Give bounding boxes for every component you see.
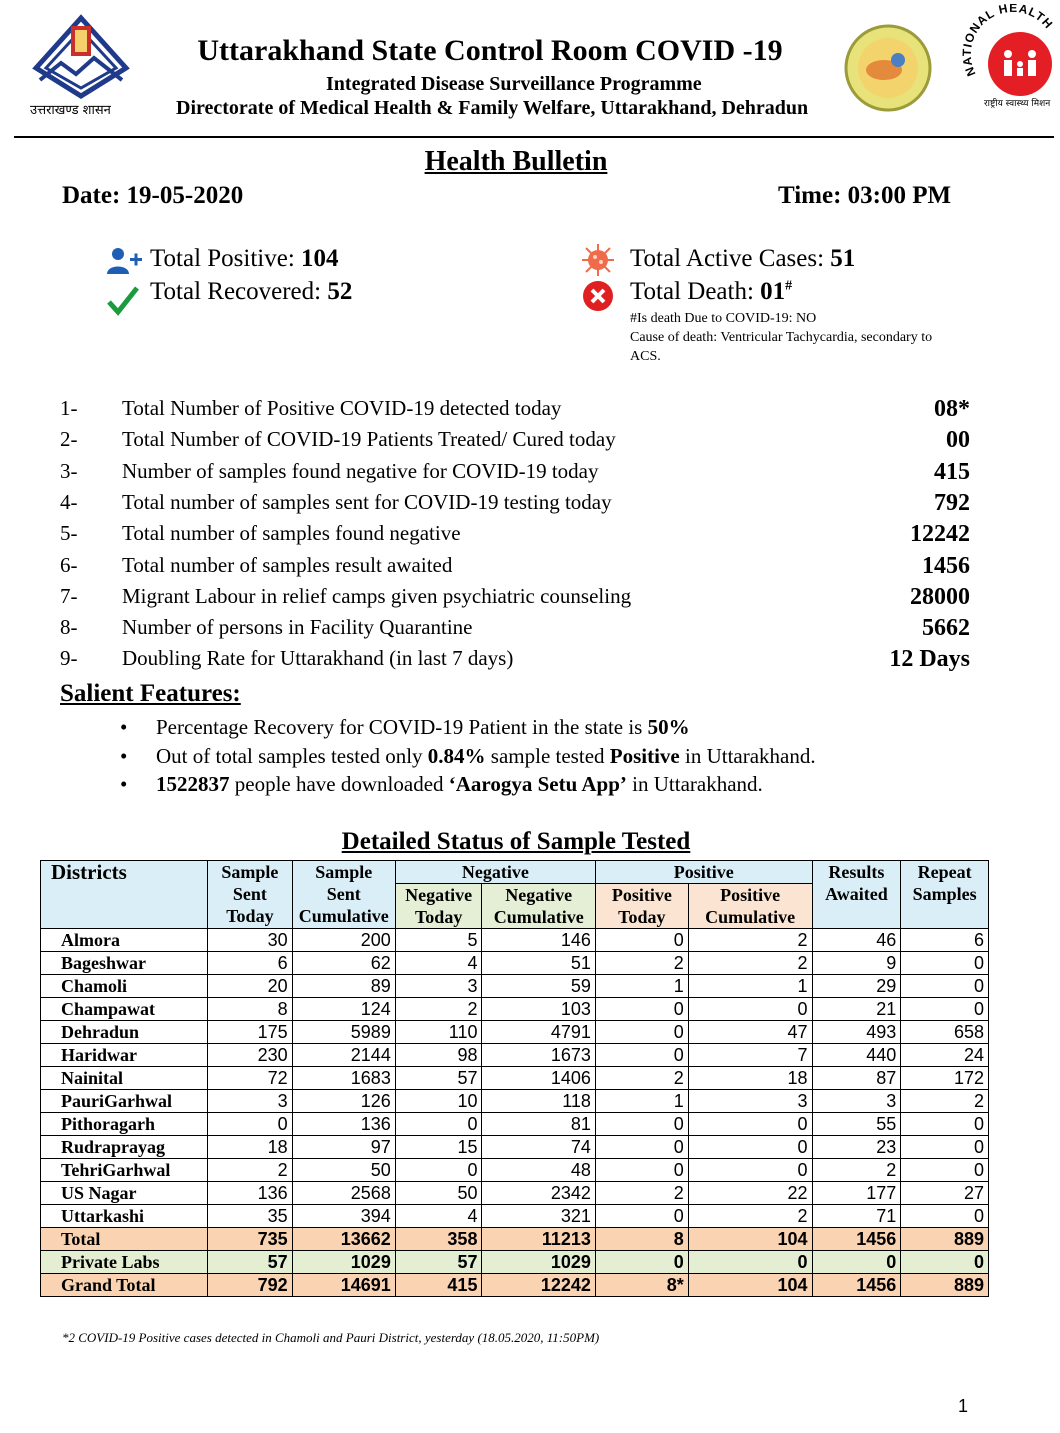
table-cell: 2 — [595, 952, 688, 975]
bullet-dot: • — [120, 744, 128, 768]
table-cell: 74 — [482, 1136, 595, 1159]
list-label: Total Number of Positive COVID-19 detected today — [122, 396, 562, 420]
district-name: Bageshwar — [41, 952, 208, 975]
table-cell: 0 — [901, 1251, 989, 1274]
table-cell: 1456 — [812, 1274, 901, 1297]
total-row — [41, 1228, 989, 1251]
sample-status-table — [40, 860, 989, 1297]
table-cell: 0 — [595, 1044, 688, 1067]
table-cell: 172 — [901, 1067, 989, 1090]
table-cell: 4 — [395, 1205, 482, 1228]
list-item — [0, 521, 1000, 552]
list-label: Doubling Rate for Uttarakhand (in last 7 days) — [122, 646, 514, 670]
list-item — [0, 584, 1000, 615]
district-name: Private Labs — [41, 1251, 208, 1274]
nhm-hindi-label: राष्ट्रीय स्वास्थ्य मिशन — [984, 99, 1051, 109]
table-cell: 3 — [812, 1090, 901, 1113]
table-cell: 136 — [208, 1182, 293, 1205]
list-value: 08* — [934, 396, 970, 422]
col-negative: Negative — [395, 861, 595, 884]
table-cell: 2 — [688, 952, 812, 975]
table-cell: 124 — [292, 998, 395, 1021]
table-cell: 0 — [688, 1159, 812, 1182]
table-cell: 18 — [208, 1136, 293, 1159]
table-row — [41, 1090, 989, 1113]
list-number: 5- — [60, 521, 78, 545]
positivity-rate: 0.84% — [427, 744, 486, 768]
district-name: Haridwar — [41, 1044, 208, 1067]
table-row — [41, 1205, 989, 1228]
table-cell: 230 — [208, 1044, 293, 1067]
table-cell: 2144 — [292, 1044, 395, 1067]
table-cell: 1456 — [812, 1228, 901, 1251]
table-cell: 2 — [595, 1182, 688, 1205]
idsp-logo — [842, 22, 934, 114]
total-recovered — [150, 278, 352, 306]
virus-icon — [580, 242, 616, 283]
header-title: Uttarakhand State Control Room COVID -19 — [197, 34, 783, 67]
bulletin-date: Date: 19-05-2020 — [62, 182, 244, 209]
table-cell: 27 — [901, 1182, 989, 1205]
bullet-text: Out of total samples tested only — [156, 744, 428, 768]
table-row — [41, 952, 989, 975]
district-name: TehriGarhwal — [41, 1159, 208, 1182]
table-cell: 1406 — [482, 1067, 595, 1090]
table-cell: 358 — [395, 1228, 482, 1251]
table-row — [41, 1113, 989, 1136]
table-cell: 22 — [688, 1182, 812, 1205]
list-value: 415 — [934, 459, 970, 485]
recovery-percentage: 50% — [647, 715, 690, 739]
add-user-icon — [106, 246, 146, 281]
col-results-awaited: Results Awaited — [812, 861, 901, 929]
table-cell: 2 — [208, 1159, 293, 1182]
total-death — [630, 278, 792, 306]
table-cell: 3 — [208, 1090, 293, 1113]
table-cell: 3 — [395, 975, 482, 998]
table-cell: 1683 — [292, 1067, 395, 1090]
table-cell: 104 — [688, 1228, 812, 1251]
download-count: 1522837 — [156, 772, 230, 796]
list-number: 7- — [60, 584, 78, 608]
table-cell: 2 — [595, 1067, 688, 1090]
table-cell: 104 — [688, 1274, 812, 1297]
list-label: Total number of samples sent for COVID-19 testing today — [122, 490, 612, 514]
table-cell: 62 — [292, 952, 395, 975]
col-sample-sent-cumulative: Sample Sent Cumulative — [292, 861, 395, 929]
table-cell: 126 — [292, 1090, 395, 1113]
table-cell: 57 — [395, 1067, 482, 1090]
total-death-value: 01 — [760, 278, 786, 305]
table-cell: 14691 — [292, 1274, 395, 1297]
table-cell: 12242 — [482, 1274, 595, 1297]
table-cell: 1 — [595, 975, 688, 998]
salient-title: Salient Features: — [60, 680, 241, 707]
table-cell: 0 — [901, 1159, 989, 1182]
table-cell: 57 — [208, 1251, 293, 1274]
table-cell: 136 — [292, 1113, 395, 1136]
table-cell: 792 — [208, 1274, 293, 1297]
table-cell: 0 — [595, 929, 688, 952]
bulletin-time: Time: 03:00 PM — [778, 182, 952, 209]
table-row — [41, 929, 989, 952]
table-cell: 440 — [812, 1044, 901, 1067]
district-name: Total — [41, 1228, 208, 1251]
total-active — [630, 245, 855, 273]
table-cell: 3 — [688, 1090, 812, 1113]
table-cell: 321 — [482, 1205, 595, 1228]
table-cell: 889 — [901, 1228, 989, 1251]
list-number: 6- — [60, 553, 78, 577]
table-cell: 10 — [395, 1090, 482, 1113]
list-label: Number of persons in Facility Quarantine — [122, 615, 473, 639]
list-label: Migrant Labour in relief camps given psychiatric counseling — [122, 584, 632, 608]
stats-list — [0, 396, 1000, 686]
table-cell: 658 — [901, 1021, 989, 1044]
district-name: Almora — [41, 929, 208, 952]
death-note-line-1: #Is death Due to COVID-19: NO — [630, 311, 817, 326]
total-recovered-value: 52 — [327, 278, 353, 305]
table-cell: 29 — [812, 975, 901, 998]
col-negative-today: Negative Today — [395, 884, 482, 929]
table-cell: 0 — [901, 952, 989, 975]
nhm-arc-text: NATIONAL HEALTH — [959, 4, 1056, 79]
header-divider — [14, 136, 1054, 138]
total-death-label: Total Death: — [630, 278, 761, 305]
list-value: 12242 — [910, 521, 970, 547]
table-cell: 87 — [812, 1067, 901, 1090]
table-cell: 4 — [395, 952, 482, 975]
table-cell: 72 — [208, 1067, 293, 1090]
col-negative-cumulative: Negative Cumulative — [482, 884, 595, 929]
table-cell: 0 — [595, 1136, 688, 1159]
district-name: Champawat — [41, 998, 208, 1021]
table-cell: 0 — [395, 1113, 482, 1136]
table-cell: 4791 — [482, 1021, 595, 1044]
grand-total-row — [41, 1274, 989, 1297]
table-cell: 0 — [595, 1251, 688, 1274]
list-item — [0, 646, 1000, 677]
table-cell: 1029 — [482, 1251, 595, 1274]
table-cell: 2 — [688, 929, 812, 952]
table-cell: 0 — [595, 998, 688, 1021]
col-sample-sent-today: Sample Sent Today — [208, 861, 293, 929]
table-cell: 103 — [482, 998, 595, 1021]
table-cell: 0 — [208, 1113, 293, 1136]
table-cell: 5 — [395, 929, 482, 952]
death-note — [630, 309, 980, 366]
table-cell: 47 — [688, 1021, 812, 1044]
table-cell: 0 — [901, 1205, 989, 1228]
district-name: Dehradun — [41, 1021, 208, 1044]
list-number: 1- — [60, 396, 78, 420]
table-cell: 13662 — [292, 1228, 395, 1251]
district-name: Chamoli — [41, 975, 208, 998]
table-row — [41, 1136, 989, 1159]
total-positive-value: 104 — [301, 245, 339, 272]
table-cell: 35 — [208, 1205, 293, 1228]
bullet-dot: • — [120, 772, 128, 796]
list-label: Total number of samples found negative — [122, 521, 461, 545]
district-name: Pithoragarh — [41, 1113, 208, 1136]
table-title: Detailed Status of Sample Tested — [341, 828, 691, 855]
table-cell: 46 — [812, 929, 901, 952]
list-number: 8- — [60, 615, 78, 639]
header-subtitle-2: Directorate of Medical Health & Family Welfare, Uttarakhand, Dehradun — [176, 97, 809, 119]
table-cell: 0 — [688, 998, 812, 1021]
table-cell: 57 — [395, 1251, 482, 1274]
table-cell: 0 — [901, 1136, 989, 1159]
close-circle-icon — [582, 280, 614, 317]
table-row — [41, 975, 989, 998]
table-cell: 18 — [688, 1067, 812, 1090]
table-cell: 8 — [208, 998, 293, 1021]
list-item — [0, 615, 1000, 646]
table-cell: 2 — [688, 1205, 812, 1228]
table-cell: 2 — [395, 998, 482, 1021]
list-value: 1456 — [922, 553, 970, 579]
list-value: 28000 — [910, 584, 970, 610]
table-header-row — [41, 861, 989, 884]
table-cell: 55 — [812, 1113, 901, 1136]
table-cell: 71 — [812, 1205, 901, 1228]
district-name: PauriGarhwal — [41, 1090, 208, 1113]
list-label: Number of samples found negative for COVID-19 today — [122, 459, 599, 483]
table-cell: 415 — [395, 1274, 482, 1297]
table-cell: 30 — [208, 929, 293, 952]
header-subtitle-1: Integrated Disease Surveillance Programme — [326, 73, 702, 95]
table-cell: 493 — [812, 1021, 901, 1044]
table-cell: 23 — [812, 1136, 901, 1159]
total-active-value: 51 — [830, 245, 856, 272]
table-cell: 0 — [901, 998, 989, 1021]
bullet-text: Percentage Recovery for COVID-19 Patient in the state is — [156, 715, 648, 739]
list-item — [0, 396, 1000, 427]
bullet-text: people have downloaded — [229, 772, 449, 796]
table-cell: 8* — [595, 1274, 688, 1297]
page-number: 1 — [958, 1396, 969, 1416]
table-cell: 24 — [901, 1044, 989, 1067]
table-row — [41, 1021, 989, 1044]
table-cell: 177 — [812, 1182, 901, 1205]
total-recovered-label: Total Recovered: — [150, 278, 328, 305]
table-cell: 0 — [595, 1205, 688, 1228]
table-cell: 1 — [688, 975, 812, 998]
table-cell: 0 — [688, 1251, 812, 1274]
table-cell: 146 — [482, 929, 595, 952]
table-cell: 2 — [901, 1090, 989, 1113]
uttarakhand-govt-logo — [26, 8, 136, 100]
table-cell: 0 — [901, 1113, 989, 1136]
table-cell: 2 — [812, 1159, 901, 1182]
table-cell: 1 — [595, 1090, 688, 1113]
table-cell: 0 — [812, 1251, 901, 1274]
table-cell: 0 — [688, 1136, 812, 1159]
table-cell: 15 — [395, 1136, 482, 1159]
table-cell: 8 — [595, 1228, 688, 1251]
table-cell: 0 — [595, 1159, 688, 1182]
app-name: ‘Aarogya Setu App’ — [448, 772, 627, 796]
district-name: Rudraprayag — [41, 1136, 208, 1159]
table-cell: 2342 — [482, 1182, 595, 1205]
table-cell: 175 — [208, 1021, 293, 1044]
bullet-text: in Uttarakhand. — [679, 744, 816, 768]
death-note-line-3: ACS. — [630, 349, 661, 364]
death-mark: # — [785, 278, 793, 294]
bullet-bold-text: Positive — [609, 744, 680, 768]
table-row — [41, 1159, 989, 1182]
table-row — [41, 1067, 989, 1090]
table-cell: 110 — [395, 1021, 482, 1044]
list-number: 9- — [60, 646, 78, 670]
table-row — [41, 998, 989, 1021]
list-label: Total number of samples result awaited — [122, 553, 453, 577]
private-labs-row — [41, 1251, 989, 1274]
table-cell: 2568 — [292, 1182, 395, 1205]
table-cell: 889 — [901, 1274, 989, 1297]
table-cell: 20 — [208, 975, 293, 998]
table-cell: 735 — [208, 1228, 293, 1251]
bulletin-title: Health Bulletin — [424, 146, 608, 177]
bullet-text: in Uttarakhand. — [626, 772, 763, 796]
total-positive — [150, 245, 339, 273]
list-number: 3- — [60, 459, 78, 483]
table-cell: 0 — [688, 1113, 812, 1136]
table-cell: 118 — [482, 1090, 595, 1113]
table-cell: 6 — [208, 952, 293, 975]
col-positive: Positive — [595, 861, 812, 884]
list-label: Total Number of COVID-19 Patients Treated/ Cured today — [122, 427, 616, 451]
list-value: 5662 — [922, 615, 970, 641]
table-cell: 5989 — [292, 1021, 395, 1044]
table-cell: 6 — [901, 929, 989, 952]
table-cell: 0 — [595, 1021, 688, 1044]
table-cell: 21 — [812, 998, 901, 1021]
table-cell: 48 — [482, 1159, 595, 1182]
district-name: Grand Total — [41, 1274, 208, 1297]
table-cell: 89 — [292, 975, 395, 998]
table-cell: 0 — [901, 975, 989, 998]
footnote: *2 COVID-19 Positive cases detected in Chamoli and Pauri District, yesterday (18.05.2020, 11:50PM) — [62, 1330, 600, 1345]
list-number: 4- — [60, 490, 78, 514]
col-repeat-samples: Repeat Samples — [901, 861, 989, 929]
table-row — [41, 1182, 989, 1205]
table-cell: 97 — [292, 1136, 395, 1159]
total-positive-label: Total Positive: — [150, 245, 302, 272]
govt-label: उत्तराखण्ड शासन — [30, 103, 111, 118]
district-name: Uttarkashi — [41, 1205, 208, 1228]
col-districts: Districts — [41, 861, 208, 929]
list-item — [0, 459, 1000, 490]
list-value: 792 — [934, 490, 970, 516]
death-note-line-2: Cause of death: Ventricular Tachycardia, secondary to — [630, 330, 933, 345]
table-cell: 81 — [482, 1113, 595, 1136]
table-cell: 11213 — [482, 1228, 595, 1251]
total-active-label: Total Active Cases: — [630, 245, 831, 272]
table-cell: 7 — [688, 1044, 812, 1067]
check-icon — [106, 284, 140, 321]
table-cell: 50 — [395, 1182, 482, 1205]
list-item — [0, 490, 1000, 521]
list-item — [0, 553, 1000, 584]
table-cell: 98 — [395, 1044, 482, 1067]
table-cell: 394 — [292, 1205, 395, 1228]
table-cell: 1029 — [292, 1251, 395, 1274]
list-value: 00 — [946, 427, 970, 453]
bullet-text: sample tested — [485, 744, 610, 768]
table-cell: 0 — [595, 1113, 688, 1136]
table-cell: 51 — [482, 952, 595, 975]
list-number: 2- — [60, 427, 78, 451]
table-row — [41, 1044, 989, 1067]
district-name: US Nagar — [41, 1182, 208, 1205]
table-cell: 0 — [395, 1159, 482, 1182]
table-cell: 59 — [482, 975, 595, 998]
table-cell: 200 — [292, 929, 395, 952]
table-cell: 1673 — [482, 1044, 595, 1067]
list-item — [0, 427, 1000, 458]
table-cell: 9 — [812, 952, 901, 975]
district-name: Nainital — [41, 1067, 208, 1090]
col-positive-cumulative: Positive Cumulative — [688, 884, 812, 929]
bullet-dot: • — [120, 715, 128, 739]
table-cell: 50 — [292, 1159, 395, 1182]
col-positive-today: Positive Today — [595, 884, 688, 929]
list-value: 12 Days — [889, 646, 970, 672]
